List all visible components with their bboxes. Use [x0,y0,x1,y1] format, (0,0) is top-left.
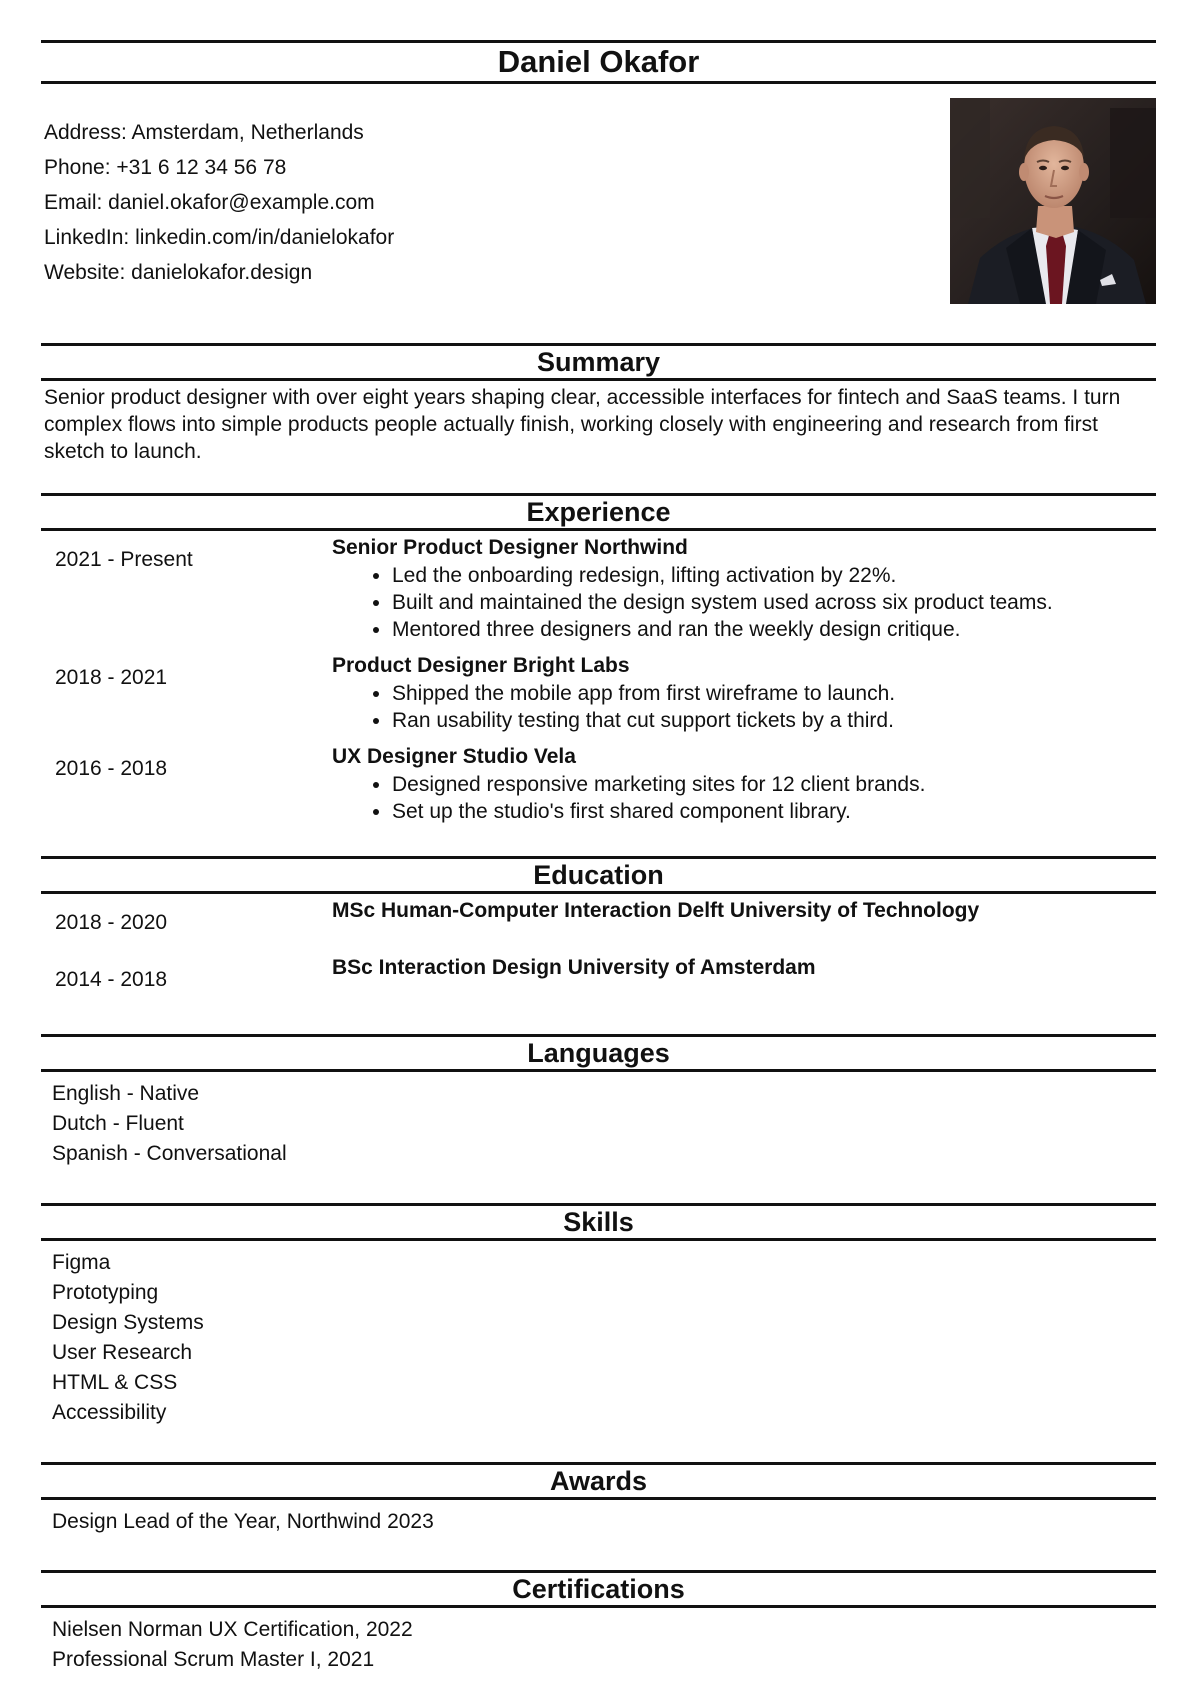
contact-phone: Phone: +31 6 12 34 56 78 [44,156,287,179]
experience-bullets [332,680,1152,734]
skill-item: Figma [52,1251,111,1274]
bullet-item: • Shipped the mobile app from first wireframe to launch. [392,680,1152,707]
certification-item: Nielsen Norman UX Certification, 2022 [52,1618,413,1641]
contact-email: Email: daniel.okafor@example.com [44,191,375,214]
contact-linkedin: LinkedIn: linkedin.com/in/danielokafor [44,226,395,249]
skill-item: User Research [52,1341,193,1364]
experience-dates: 2021 - Present [55,548,193,571]
profile-photo [950,98,1156,304]
contact-block [44,115,394,290]
education-dates: 2014 - 2018 [55,968,168,991]
contact-address: Address: Amsterdam, Netherlands [44,121,364,144]
section-heading-certifications: Certifications [41,1570,1156,1608]
experience-bullets [332,771,1152,825]
section-heading-awards: Awards [41,1462,1156,1500]
language-item: English - Native [52,1082,200,1105]
language-item: Dutch - Fluent [52,1112,184,1135]
bullet-item: • Mentored three designers and ran the weekly design critique. [392,616,1152,643]
skills-list [52,1248,204,1428]
summary-text: Senior product designer with over eight years shaping clear, accessible interfaces for fintech and SaaS teams. I turn complex flows into simple products people actually finish, working closely with engineering and research from first sketch to launch. [44,386,1121,463]
resume-page [41,0,1156,1685]
bullet-item: • Led the onboarding redesign, lifting activation by 22%. [392,562,1152,589]
bullet-item: • Set up the studio's first shared component library. [392,798,1152,825]
languages-list [52,1079,287,1169]
education-title: BSc Interaction Design University of Amsterdam [332,956,816,979]
experience-dates: 2016 - 2018 [55,757,168,780]
experience-bullets [332,562,1152,643]
experience-title: Senior Product Designer Northwind [332,536,688,559]
section-heading-education: Education [41,856,1156,894]
experience-dates: 2018 - 2021 [55,666,168,689]
section-heading-skills: Skills [41,1203,1156,1241]
contact-website: Website: danielokafor.design [44,261,313,284]
section-heading-experience: Experience [41,493,1156,531]
skill-item: Design Systems [52,1311,204,1334]
skill-item: Accessibility [52,1401,167,1424]
bullet-item: • Built and maintained the design system used across six product teams. [392,589,1152,616]
awards-list [52,1507,434,1537]
bullet-item: • Ran usability testing that cut support tickets by a third. [392,707,1152,734]
skill-item: HTML & CSS [52,1371,178,1394]
skill-item: Prototyping [52,1281,159,1304]
bullet-item: • Designed responsive marketing sites for 12 client brands. [392,771,1152,798]
certification-item: Professional Scrum Master I, 2021 [52,1648,375,1671]
certifications-list [52,1615,413,1675]
portrait-illustration [950,98,1156,304]
education-title: MSc Human-Computer Interaction Delft University of Technology [332,899,980,922]
award-item: Design Lead of the Year, Northwind 2023 [52,1510,434,1533]
section-heading-summary: Summary [41,343,1156,381]
education-dates: 2018 - 2020 [55,911,168,934]
name-heading: Daniel Okafor [41,40,1156,84]
experience-title: UX Designer Studio Vela [332,745,576,768]
section-heading-languages: Languages [41,1034,1156,1072]
language-item: Spanish - Conversational [52,1142,287,1165]
experience-title: Product Designer Bright Labs [332,654,630,677]
